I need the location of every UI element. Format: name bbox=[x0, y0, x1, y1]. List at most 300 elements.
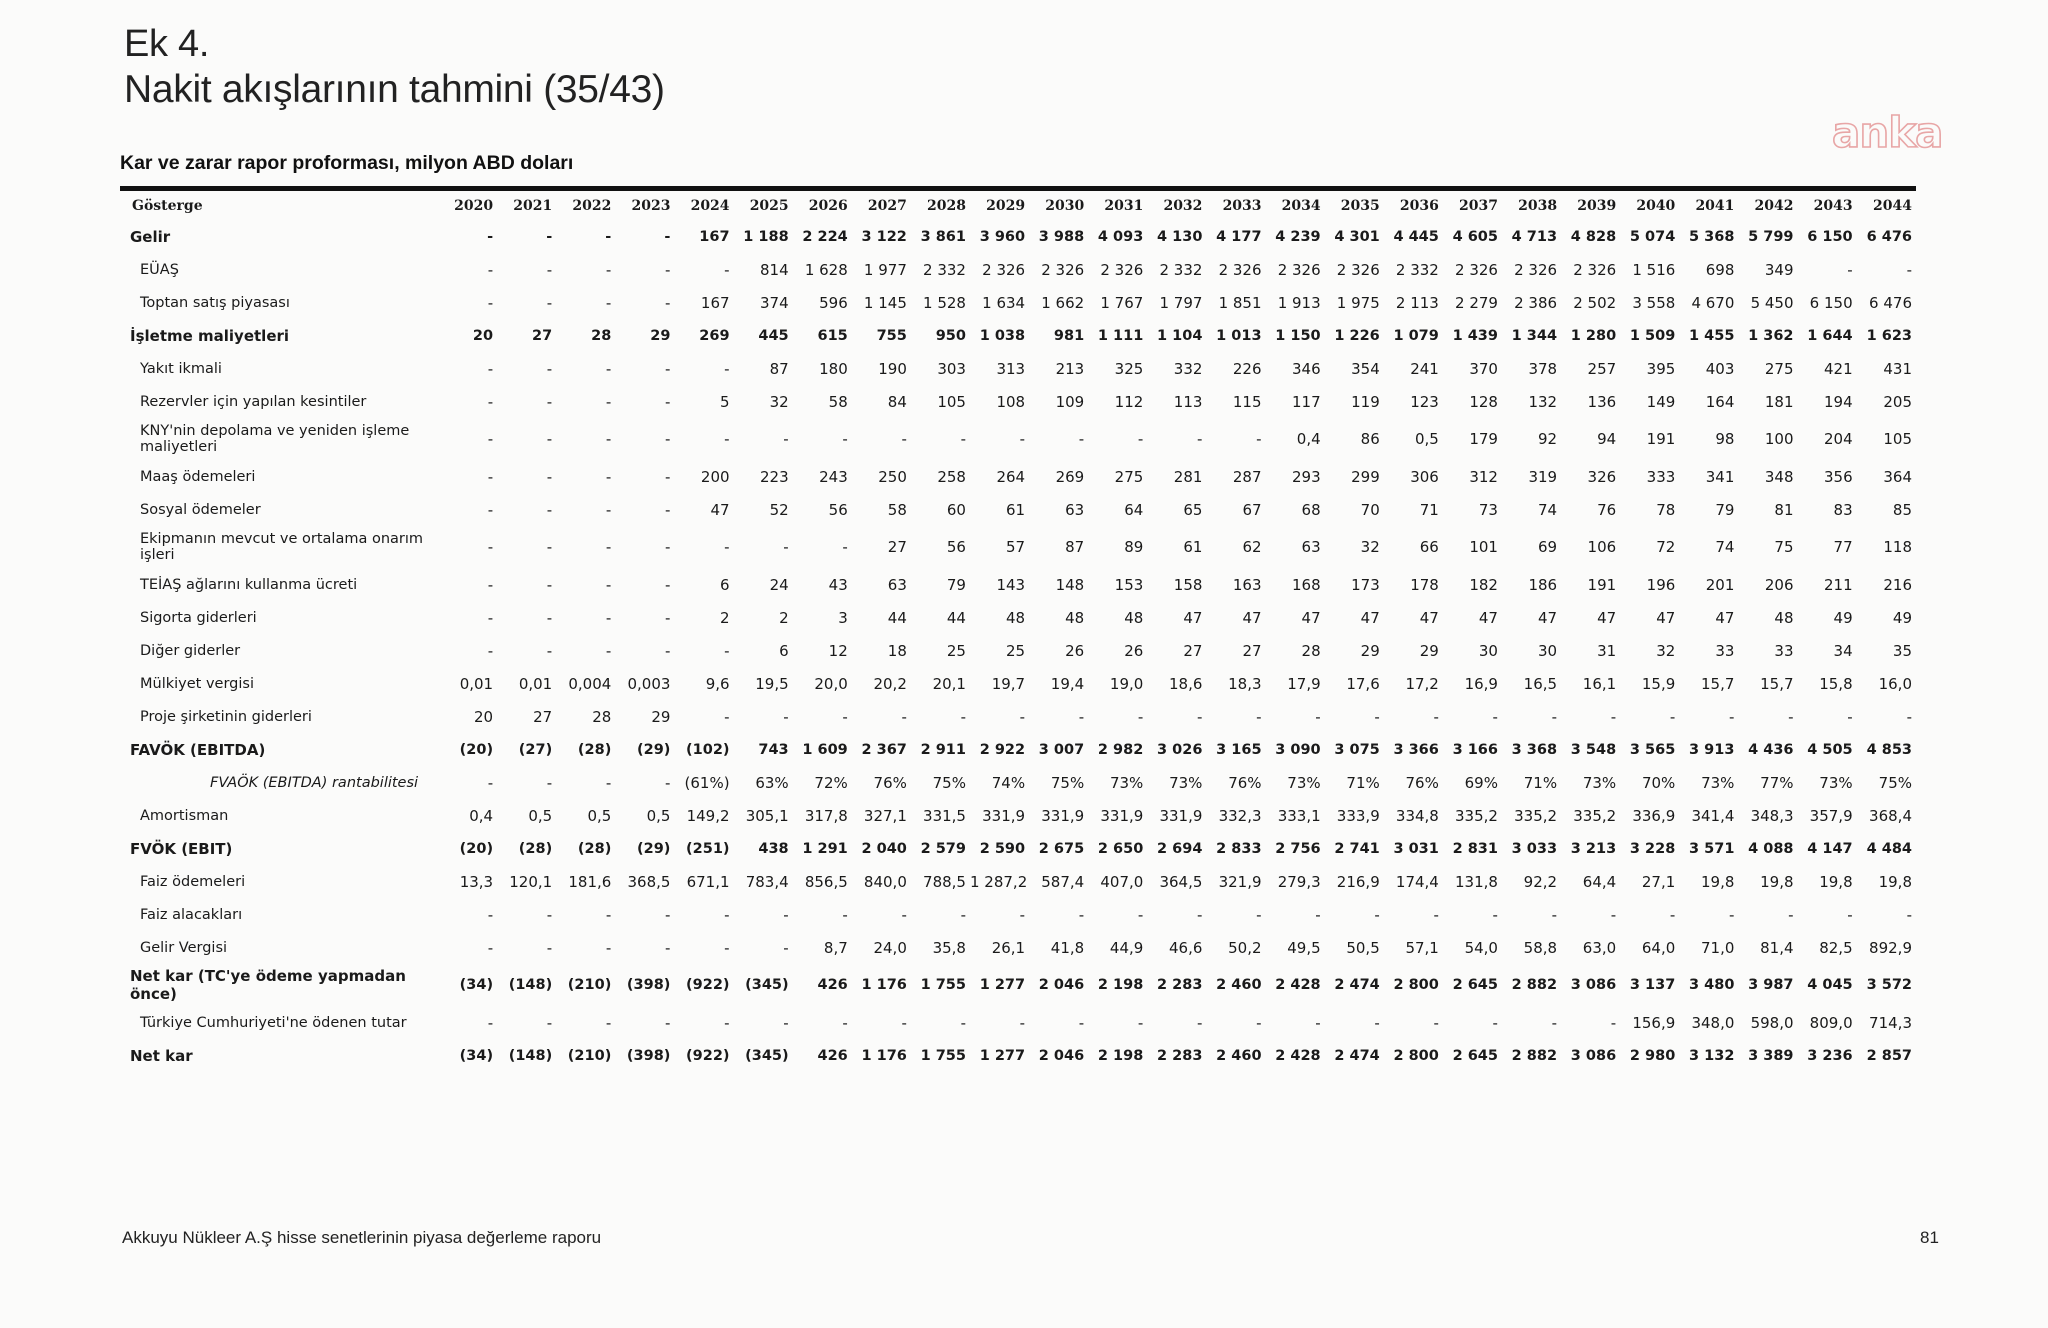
table-cell: - bbox=[546, 905, 553, 924]
table-cell: 3 090 bbox=[1275, 741, 1321, 758]
table-cell: 1 150 bbox=[1275, 327, 1321, 344]
table-cell: 403 bbox=[1705, 359, 1735, 378]
table-cell: 19,8 bbox=[1878, 872, 1912, 891]
year-header: 2042 bbox=[1754, 198, 1794, 214]
table-cell: 206 bbox=[1764, 575, 1794, 594]
table-cell: 20 bbox=[474, 707, 494, 726]
table-cell: 1 344 bbox=[1511, 327, 1558, 344]
table-top-rule bbox=[120, 186, 1916, 191]
table-cell: 2 224 bbox=[802, 228, 848, 245]
table-cell: 15,7 bbox=[1760, 674, 1794, 693]
table-subtitle: Kar ve zarar rapor proforması, milyon ABD doları bbox=[120, 152, 574, 174]
table-cell: 0,4 bbox=[1296, 430, 1321, 448]
table-cell: 19,0 bbox=[1109, 674, 1144, 693]
table-cell: 743 bbox=[758, 741, 789, 758]
table-cell: 48 bbox=[1065, 608, 1085, 627]
table-cell: - bbox=[665, 641, 671, 660]
table-cell: 149,2 bbox=[686, 806, 730, 825]
table-cell: 2 882 bbox=[1511, 1047, 1558, 1064]
table-cell: - bbox=[1197, 905, 1203, 924]
table-cell: 348 bbox=[1764, 467, 1794, 486]
year-header: 2044 bbox=[1873, 198, 1912, 214]
table-row bbox=[120, 220, 1916, 253]
table-cell: 105 bbox=[1883, 430, 1912, 448]
table-cell: 32 bbox=[1360, 538, 1380, 556]
table-row bbox=[120, 634, 1916, 667]
table-cell: 275 bbox=[1764, 359, 1794, 378]
table-cell: - bbox=[487, 1013, 494, 1032]
table-cell: 257 bbox=[1587, 359, 1617, 378]
table-cell: 66 bbox=[1419, 538, 1439, 556]
table-cell: - bbox=[546, 392, 553, 411]
table-cell: 1 644 bbox=[1807, 327, 1853, 344]
table-cell: 44 bbox=[887, 608, 907, 627]
table-cell: - bbox=[1847, 905, 1853, 924]
table-cell: 33 bbox=[1774, 641, 1794, 660]
table-cell: 2 982 bbox=[1097, 741, 1144, 758]
year-header: 2036 bbox=[1399, 198, 1439, 214]
table-cell: 783,4 bbox=[745, 872, 789, 891]
table-cell: - bbox=[487, 773, 494, 792]
table-cell: - bbox=[487, 392, 494, 411]
table-row bbox=[120, 766, 1916, 799]
table-cell: 60 bbox=[946, 500, 966, 519]
table-cell: 75 bbox=[1774, 538, 1794, 556]
table-cell: 4 605 bbox=[1452, 228, 1498, 245]
table-cell: 1 623 bbox=[1866, 327, 1912, 344]
page-heading bbox=[124, 22, 665, 114]
table-cell: - bbox=[605, 228, 612, 245]
table-cell: 28 bbox=[1301, 641, 1321, 660]
table-cell: (210) bbox=[567, 977, 612, 993]
table-cell: 892,9 bbox=[1869, 938, 1912, 957]
table-cell: 153 bbox=[1114, 575, 1144, 594]
year-header: 2021 bbox=[513, 198, 553, 214]
table-cell: 69% bbox=[1464, 773, 1498, 792]
table-cell: 5 799 bbox=[1748, 228, 1794, 245]
table-cell: 2 922 bbox=[979, 741, 1026, 758]
table-cell: 47 bbox=[1360, 608, 1380, 627]
table-cell: 334,8 bbox=[1395, 806, 1439, 825]
table-cell: 3 137 bbox=[1629, 977, 1676, 993]
row-label: Sosyal ödemeler bbox=[140, 501, 261, 518]
table-header-row bbox=[120, 192, 1916, 220]
table-cell: 2 198 bbox=[1097, 977, 1144, 993]
table-cell: - bbox=[1728, 707, 1735, 726]
table-cell: 2 279 bbox=[1455, 293, 1498, 312]
table-cell: 0,003 bbox=[627, 674, 671, 693]
table-cell: - bbox=[665, 359, 671, 378]
table-cell: 2 326 bbox=[1336, 260, 1380, 279]
table-row bbox=[120, 931, 1916, 964]
table-cell: 58 bbox=[887, 500, 907, 519]
table-cell: - bbox=[546, 938, 553, 957]
table-cell: 0,4 bbox=[469, 806, 494, 825]
table-cell: 27,1 bbox=[1641, 872, 1676, 891]
table-cell: 4 828 bbox=[1570, 228, 1617, 245]
table-cell: 35,8 bbox=[932, 938, 966, 957]
table-cell: 101 bbox=[1469, 538, 1498, 556]
table-cell: 587,4 bbox=[1041, 872, 1085, 891]
table-cell: 87 bbox=[1065, 538, 1085, 556]
row-label: FVAÖK (EBITDA) rantabilitesi bbox=[210, 774, 419, 791]
table-cell: 2 326 bbox=[1455, 260, 1498, 279]
table-cell: 25 bbox=[1006, 641, 1026, 660]
table-cell: 2 332 bbox=[1395, 260, 1439, 279]
table-cell: - bbox=[1137, 1013, 1144, 1032]
table-cell: 73% bbox=[1109, 773, 1144, 792]
table-cell: 54,0 bbox=[1464, 938, 1498, 957]
table-cell: 57 bbox=[1006, 538, 1026, 556]
table-cell: 243 bbox=[819, 467, 848, 486]
table-row bbox=[120, 964, 1916, 1006]
header-label: Gösterge bbox=[132, 198, 203, 214]
table-cell: (345) bbox=[745, 977, 789, 993]
table-cell: 950 bbox=[935, 327, 966, 344]
table-cell: - bbox=[960, 1013, 966, 1032]
table-cell: (148) bbox=[508, 1047, 553, 1064]
table-cell: 374 bbox=[760, 293, 789, 312]
table-cell: 44,9 bbox=[1109, 938, 1144, 957]
table-cell: 2 882 bbox=[1511, 977, 1558, 993]
table-cell: 182 bbox=[1469, 575, 1498, 594]
table-cell: 200 bbox=[700, 467, 730, 486]
table-cell: 1 291 bbox=[802, 840, 848, 857]
table-cell: - bbox=[487, 467, 494, 486]
row-label: Toptan satış piyasası bbox=[140, 294, 290, 311]
table-cell: - bbox=[487, 575, 494, 594]
table-cell: - bbox=[605, 430, 612, 448]
table-cell: 47 bbox=[1242, 608, 1262, 627]
table-cell: 63 bbox=[1065, 500, 1085, 519]
table-cell: 1 439 bbox=[1452, 327, 1498, 344]
table-cell: 327,1 bbox=[863, 806, 907, 825]
table-cell: 2 911 bbox=[920, 741, 966, 758]
table-cell: - bbox=[1788, 707, 1794, 726]
table-cell: (29) bbox=[637, 741, 671, 758]
table-cell: 6 150 bbox=[1807, 228, 1853, 245]
table-cell: 47 bbox=[1537, 608, 1558, 627]
table-cell: - bbox=[605, 938, 612, 957]
table-cell: - bbox=[605, 538, 612, 556]
year-header: 2030 bbox=[1045, 198, 1085, 214]
table-cell: 5 368 bbox=[1689, 228, 1735, 245]
table-cell: 2 326 bbox=[1041, 260, 1085, 279]
table-cell: (20) bbox=[459, 741, 494, 758]
table-cell: 31 bbox=[1597, 641, 1617, 660]
table-cell: - bbox=[665, 905, 671, 924]
table-cell: - bbox=[1137, 905, 1144, 924]
table-cell: 814 bbox=[760, 260, 789, 279]
table-cell: 216,9 bbox=[1336, 872, 1380, 891]
table-cell: 2 590 bbox=[979, 840, 1026, 857]
table-cell: 75% bbox=[932, 773, 966, 792]
row-label: KNY'nin depolama ve yeniden işleme maliyetleri bbox=[140, 423, 410, 455]
table-cell: 180 bbox=[819, 359, 848, 378]
table-cell: 73% bbox=[1582, 773, 1617, 792]
table-cell: 24 bbox=[769, 575, 789, 594]
table-cell: - bbox=[960, 430, 966, 448]
table-cell: 3 122 bbox=[861, 228, 907, 245]
table-cell: 2 198 bbox=[1097, 1047, 1144, 1064]
table-cell: 72% bbox=[814, 773, 848, 792]
table-cell: 19,8 bbox=[1701, 872, 1735, 891]
table-cell: 44 bbox=[946, 608, 966, 627]
table-cell: 25 bbox=[946, 641, 966, 660]
table-cell: - bbox=[487, 905, 494, 924]
table-cell: 2 833 bbox=[1216, 840, 1262, 857]
table-cell: 30 bbox=[1478, 641, 1498, 660]
table-cell: - bbox=[665, 538, 671, 556]
table-cell: 335,2 bbox=[1455, 806, 1498, 825]
year-header: 2028 bbox=[927, 198, 966, 214]
table-row bbox=[120, 700, 1916, 733]
table-cell: - bbox=[605, 260, 612, 279]
table-cell: (345) bbox=[745, 1047, 789, 1064]
row-label: Amortisman bbox=[140, 807, 229, 824]
table-cell: 2 326 bbox=[1514, 260, 1558, 279]
table-cell: 167 bbox=[699, 228, 730, 245]
table-cell: 4 505 bbox=[1807, 741, 1853, 758]
table-cell: 5 450 bbox=[1750, 293, 1794, 312]
table-cell: - bbox=[665, 467, 671, 486]
row-label: Gelir Vergisi bbox=[140, 939, 228, 956]
table-cell: 1 755 bbox=[920, 977, 966, 993]
table-cell: 19,4 bbox=[1050, 674, 1085, 693]
table-cell: 2 113 bbox=[1395, 293, 1439, 312]
table-cell: 109 bbox=[1055, 392, 1085, 411]
table-cell: 3 bbox=[838, 608, 848, 627]
table-cell: 431 bbox=[1883, 359, 1912, 378]
table-cell: - bbox=[1315, 1013, 1321, 1032]
table-cell: 118 bbox=[1883, 538, 1912, 556]
table-cell: - bbox=[1256, 1013, 1262, 1032]
table-cell: 0,01 bbox=[459, 674, 494, 693]
table-cell: 18,6 bbox=[1169, 674, 1203, 693]
table-cell: 64,0 bbox=[1641, 938, 1676, 957]
table-cell: (34) bbox=[459, 977, 494, 993]
row-label: Yakıt ikmali bbox=[140, 360, 222, 377]
table-cell: - bbox=[546, 575, 553, 594]
table-cell: 87 bbox=[769, 359, 789, 378]
table-cell: - bbox=[605, 773, 612, 792]
table-cell: - bbox=[1669, 707, 1676, 726]
table-cell: 71% bbox=[1523, 773, 1558, 792]
table-cell: 6 bbox=[779, 641, 789, 660]
table-cell: 178 bbox=[1410, 575, 1439, 594]
table-cell: 357,9 bbox=[1809, 806, 1853, 825]
table-cell: 3 132 bbox=[1689, 1047, 1735, 1064]
table-cell: 305,1 bbox=[745, 806, 789, 825]
table-cell: 17,9 bbox=[1287, 674, 1321, 693]
table-cell: 75% bbox=[1878, 773, 1912, 792]
table-cell: 331,5 bbox=[923, 806, 966, 825]
table-cell: - bbox=[1728, 905, 1735, 924]
table-cell: - bbox=[1847, 260, 1853, 279]
table-cell: 1 277 bbox=[979, 1047, 1026, 1064]
table-cell: 92 bbox=[1537, 430, 1558, 448]
table-cell: (922) bbox=[686, 1047, 730, 1064]
table-cell: 1 634 bbox=[982, 293, 1026, 312]
table-cell: 204 bbox=[1823, 430, 1853, 448]
table-cell: 275 bbox=[1114, 467, 1144, 486]
table-cell: 3 368 bbox=[1511, 741, 1558, 758]
table-cell: 226 bbox=[1232, 359, 1262, 378]
table-cell: - bbox=[783, 430, 789, 448]
table-row bbox=[120, 568, 1916, 601]
table-cell: 2 857 bbox=[1866, 1047, 1912, 1064]
table-cell: 3 571 bbox=[1689, 840, 1735, 857]
table-cell: - bbox=[1315, 905, 1321, 924]
table-cell: 378 bbox=[1528, 359, 1558, 378]
row-label: Türkiye Cumhuriyeti'ne ödenen tutar bbox=[140, 1014, 407, 1031]
table-cell: 81,4 bbox=[1760, 938, 1794, 957]
table-cell: 671,1 bbox=[686, 872, 730, 891]
row-label: Faiz ödemeleri bbox=[140, 873, 246, 890]
table-cell: 281 bbox=[1173, 467, 1203, 486]
table-cell: 326 bbox=[1587, 467, 1617, 486]
table-cell: 50,2 bbox=[1228, 938, 1262, 957]
table-cell: 70 bbox=[1360, 500, 1380, 519]
table-cell: 27 bbox=[533, 707, 553, 726]
table-cell: 332 bbox=[1173, 359, 1203, 378]
table-cell: 3 086 bbox=[1570, 977, 1617, 993]
table-cell: 85 bbox=[1892, 500, 1912, 519]
table-cell: 71% bbox=[1346, 773, 1380, 792]
table-cell: 2 326 bbox=[1100, 260, 1144, 279]
table-cell: 70% bbox=[1641, 773, 1676, 792]
table-cell: 20,1 bbox=[932, 674, 966, 693]
year-header: 2040 bbox=[1636, 198, 1676, 214]
table-cell: - bbox=[1374, 1013, 1380, 1032]
table-cell: 30 bbox=[1537, 641, 1558, 660]
table-cell: - bbox=[605, 608, 612, 627]
table-row bbox=[120, 1006, 1916, 1039]
table-cell: 3 166 bbox=[1452, 741, 1498, 758]
table-cell: 336,9 bbox=[1632, 806, 1676, 825]
table-cell: 4 301 bbox=[1334, 228, 1380, 245]
table-cell: - bbox=[1906, 905, 1912, 924]
table-cell: 123 bbox=[1410, 392, 1439, 411]
table-cell: 115 bbox=[1232, 392, 1262, 411]
table-cell: 167 bbox=[700, 293, 730, 312]
table-cell: - bbox=[1551, 905, 1558, 924]
table-cell: - bbox=[546, 228, 553, 245]
table-cell: 3 026 bbox=[1157, 741, 1203, 758]
table-cell: 47 bbox=[1419, 608, 1439, 627]
table-cell: 3 960 bbox=[979, 228, 1026, 245]
table-cell: 191 bbox=[1646, 430, 1676, 448]
year-header: 2025 bbox=[749, 198, 789, 214]
table-cell: 98 bbox=[1715, 430, 1735, 448]
table-cell: 61 bbox=[1006, 500, 1026, 519]
table-cell: - bbox=[546, 260, 553, 279]
table-cell: 0,004 bbox=[568, 674, 612, 693]
table-cell: 76% bbox=[1405, 773, 1439, 792]
table-cell: - bbox=[487, 500, 494, 519]
table-cell: 27 bbox=[1242, 641, 1262, 660]
table-cell: 312 bbox=[1469, 467, 1498, 486]
table-cell: 0,5 bbox=[528, 806, 553, 825]
table-cell: 2 741 bbox=[1334, 840, 1380, 857]
table-cell: 354 bbox=[1351, 359, 1380, 378]
table-cell: 1 609 bbox=[802, 741, 848, 758]
table-cell: 596 bbox=[819, 293, 848, 312]
table-cell: 92,2 bbox=[1523, 872, 1558, 891]
table-cell: 331,9 bbox=[1100, 806, 1144, 825]
table-cell: 64,4 bbox=[1582, 872, 1617, 891]
table-cell: 15,8 bbox=[1819, 674, 1853, 693]
table-cell: 2 040 bbox=[861, 840, 907, 857]
table-cell: - bbox=[842, 707, 848, 726]
table-cell: 63 bbox=[887, 575, 907, 594]
table-cell: 1 362 bbox=[1748, 327, 1794, 344]
table-cell: 321,9 bbox=[1218, 872, 1262, 891]
table-cell: 269 bbox=[699, 327, 730, 344]
table-cell: 57,1 bbox=[1405, 938, 1439, 957]
year-header: 2034 bbox=[1281, 198, 1321, 214]
table-cell: 63,0 bbox=[1582, 938, 1617, 957]
table-cell: 4 130 bbox=[1157, 228, 1203, 245]
table-cell: 63 bbox=[1301, 538, 1321, 556]
table-cell: 809,0 bbox=[1809, 1013, 1853, 1032]
table-cell: 120,1 bbox=[509, 872, 553, 891]
table-cell: 41,8 bbox=[1050, 938, 1085, 957]
page-title: Nakit akışlarının tahmini (35/43) bbox=[124, 68, 665, 111]
table-cell: (29) bbox=[637, 840, 671, 857]
table-cell: 2 046 bbox=[1038, 977, 1085, 993]
year-header: 2020 bbox=[454, 198, 494, 214]
table-cell: - bbox=[605, 641, 612, 660]
table-cell: 364,5 bbox=[1159, 872, 1203, 891]
table-cell: 15,9 bbox=[1641, 674, 1676, 693]
table-cell: 216 bbox=[1883, 575, 1912, 594]
table-cell: - bbox=[1906, 260, 1912, 279]
table-cell: - bbox=[960, 905, 966, 924]
table-cell: 2 386 bbox=[1514, 293, 1558, 312]
year-header: 2029 bbox=[986, 198, 1026, 214]
table-cell: 72 bbox=[1656, 538, 1676, 556]
table-row bbox=[120, 832, 1916, 865]
table-row bbox=[120, 352, 1916, 385]
table-cell: 1 176 bbox=[861, 977, 907, 993]
table-cell: - bbox=[1256, 430, 1262, 448]
table-cell: 2 326 bbox=[1573, 260, 1617, 279]
table-cell: 211 bbox=[1823, 575, 1853, 594]
table-cell: 47 bbox=[1183, 608, 1203, 627]
table-cell: - bbox=[842, 1013, 848, 1032]
table-cell: 18,3 bbox=[1228, 674, 1262, 693]
row-label: Net kar bbox=[130, 1046, 193, 1065]
table-cell: 63% bbox=[755, 773, 789, 792]
table-cell: (20) bbox=[459, 840, 494, 857]
table-row bbox=[120, 733, 1916, 766]
table-cell: 370 bbox=[1469, 359, 1498, 378]
table-cell: 179 bbox=[1469, 430, 1498, 448]
page-number: 81 bbox=[1920, 1228, 1939, 1247]
table-row bbox=[120, 667, 1916, 700]
table-cell: 119 bbox=[1351, 392, 1380, 411]
table-cell: 1 104 bbox=[1157, 327, 1203, 344]
year-header: 2031 bbox=[1104, 198, 1144, 214]
table-cell: - bbox=[665, 1013, 671, 1032]
table-cell: 3 086 bbox=[1570, 1047, 1617, 1064]
table-cell: 29 bbox=[651, 707, 671, 726]
appendix-label: Ek 4. bbox=[124, 23, 210, 65]
table-cell: 136 bbox=[1587, 392, 1617, 411]
table-cell: 3 565 bbox=[1629, 741, 1676, 758]
table-cell: 2 332 bbox=[1159, 260, 1203, 279]
